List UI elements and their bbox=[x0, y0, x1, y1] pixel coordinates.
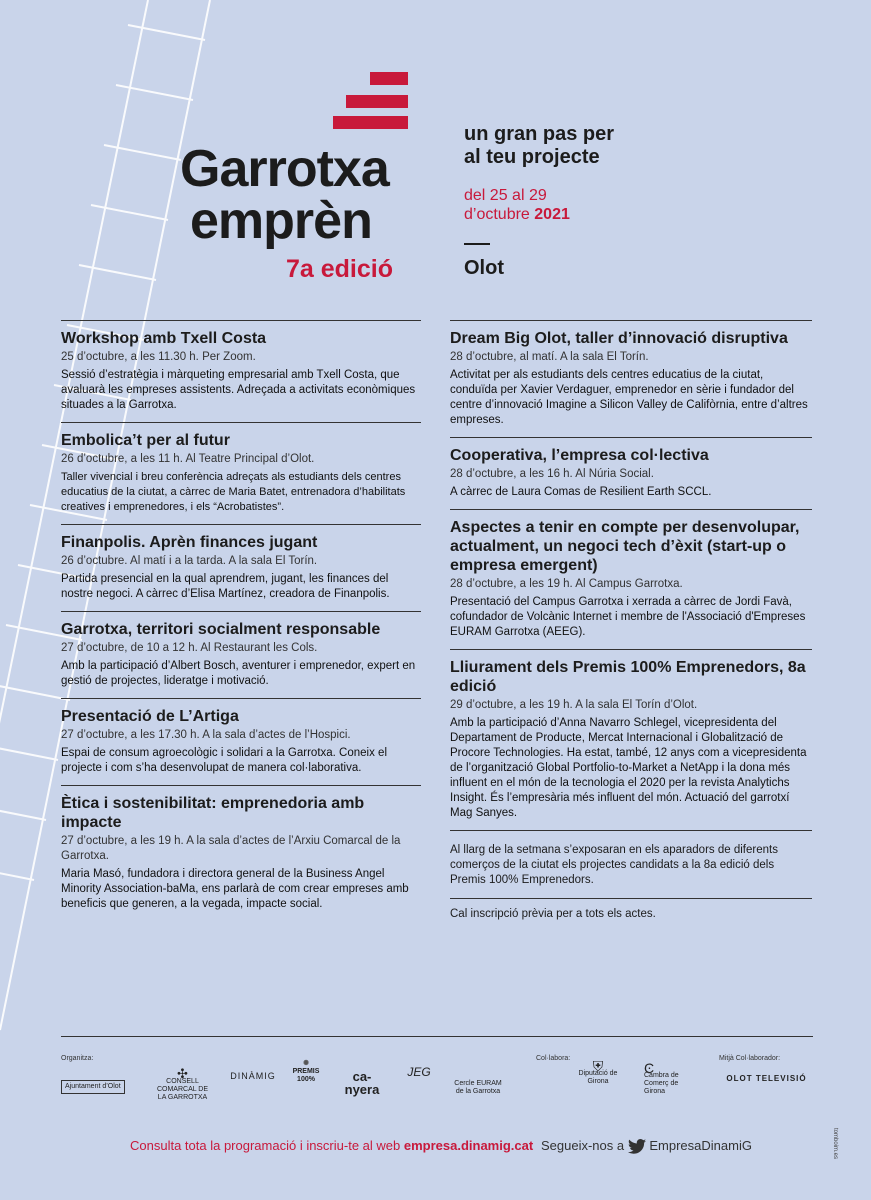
exhibition-note: Al llarg de la setmana s’exposaran en els aparadors de diferents comerços de la ciutat els projectes candidats a la 8a edició dels Premis 100% Emprenedors. bbox=[450, 830, 812, 898]
event-title: Lliurament dels Premis 100% Emprenedors, 8a edició bbox=[450, 659, 806, 695]
event-desc: Amb la participació d’Anna Navarro Schlegel, vicepresidenta del Departament de Producte, Mercat Internacional i Globalització de Procore Technologies. Ha estat, també, 12 anys com a vicepresidenta de l’organització Global Portfolio-to-Market a NetApp i la dona més influent en el món de la tecnologia el 2020 per la revista Analytichs Insight. És l’empresària més influent del món. Actuació del garrotxí Mag Sanyes. bbox=[450, 717, 807, 819]
edition-label: 7a edició bbox=[286, 255, 393, 283]
event-when: 28 d’octubre, al matí. A la sala El Torín. bbox=[450, 351, 649, 363]
sponsor-diputacio-logo bbox=[568, 1058, 628, 1086]
twitter-bird-icon bbox=[628, 1139, 646, 1154]
tagline-line-1: un gran pas per bbox=[464, 123, 615, 145]
event-desc: Espai de consum agroecològic i solidari a la Garrotxa. Coneix el projecte i com s’ha desenvolupat de manera col·laborativa. bbox=[61, 747, 387, 774]
event-dates bbox=[464, 186, 570, 224]
follow-text: Segueix-nos a bbox=[541, 1138, 625, 1153]
right-event-column bbox=[450, 320, 812, 922]
event-title: Dream Big Olot, taller d’innovació disruptiva bbox=[450, 330, 788, 347]
sponsor-dinamig-logo: DINÀMIG bbox=[230, 1071, 276, 1081]
sponsor-diputacio-text: Diputació de Girona bbox=[578, 1070, 618, 1085]
event-item bbox=[61, 422, 421, 524]
event-desc: A càrrec de Laura Comas de Resilient Earth SCCL. bbox=[450, 486, 712, 498]
dates-year: 2021 bbox=[534, 206, 570, 223]
event-item bbox=[61, 698, 421, 785]
sponsor-consell-logo bbox=[155, 1066, 210, 1102]
left-event-column bbox=[61, 320, 421, 921]
sponsor-olot-tv-logo: OLOT TELEVISIÓ bbox=[726, 1074, 807, 1083]
event-item bbox=[61, 524, 421, 611]
mitja-label: Mitjà Col·laborador: bbox=[719, 1055, 781, 1062]
event-desc: Taller vivencial i breu conferència adreçats als estudiants dels centres educatius de la ciutat, a càrrec de Maria Batet, entrenadora d’habilitats creatives i emprenedores, i els “Acrobatistes”. bbox=[61, 471, 406, 513]
sponsor-canyera-logo: ca-nyera bbox=[344, 1069, 380, 1097]
website-link[interactable]: empresa.dinamig.cat bbox=[403, 1138, 534, 1153]
tagline bbox=[464, 123, 614, 169]
event-item bbox=[450, 649, 812, 830]
diputacio-shield-icon: ⛨ bbox=[592, 1058, 604, 1074]
footer-consulta bbox=[130, 1138, 533, 1153]
event-title: Garrotxa, territori socialment responsable bbox=[61, 621, 381, 638]
footer-follow bbox=[541, 1138, 752, 1154]
event-item bbox=[450, 437, 812, 509]
event-when: 25 d’octubre, a les 11.30 h. Per Zoom. bbox=[61, 351, 256, 363]
event-desc: Partida presencial en la qual aprendrem, jugant, les finances del nostre negoci. A càrrec d’Elisa Martínez, creadora de Finanpolis. bbox=[61, 573, 390, 600]
sponsor-cambra-logo bbox=[644, 1060, 694, 1096]
cambra-c-icon: Ͼ bbox=[644, 1060, 655, 1076]
event-title: Aspectes a tenir en compte per desenvolupar, actualment, un negoci tech d’èxit (start-up o empresa emergent) bbox=[450, 519, 800, 574]
dates-month: d’octubre bbox=[464, 206, 535, 223]
sponsor-euram-logo: Cercle EURAM de la Garrotxa bbox=[454, 1080, 502, 1095]
divider-dash bbox=[464, 243, 490, 245]
event-item bbox=[450, 509, 812, 649]
footer-divider bbox=[61, 1036, 813, 1037]
event-when: 26 d’octubre. Al matí i a la tarda. A la sala El Torín. bbox=[61, 555, 318, 567]
event-item bbox=[61, 320, 421, 422]
collabora-label: Col·labora: bbox=[536, 1055, 571, 1062]
event-when: 28 d’octubre, a les 16 h. Al Núria Social. bbox=[450, 468, 654, 480]
event-item bbox=[450, 320, 812, 437]
event-desc: Amb la participació d’Albert Bosch, aventurer i emprenedor, expert en gestió de projectes, lideratge i motivació. bbox=[61, 660, 416, 687]
sponsor-cambra-text: Cambra de Comerç de Girona bbox=[644, 1072, 679, 1095]
dates-line-1: del 25 al 29 bbox=[464, 187, 547, 204]
event-title: Ètica i sostenibilitat: emprenedoria amb impacte bbox=[61, 795, 365, 831]
event-title: Finanpolis. Aprèn finances jugant bbox=[61, 534, 318, 551]
brand-line-1: Garrotxa bbox=[180, 140, 389, 198]
sponsor-premis-text: PREMIS 100% bbox=[292, 1068, 320, 1083]
credit-text: tomboim.es bbox=[832, 1128, 838, 1160]
brand-title bbox=[180, 140, 389, 250]
consell-emblem-icon: ✣ bbox=[177, 1066, 188, 1081]
event-item bbox=[61, 611, 421, 698]
event-when: 27 d’octubre, de 10 a 12 h. Al Restaurant les Cols. bbox=[61, 642, 318, 654]
event-when: 27 d’octubre, a les 19 h. A la sala d’actes de l’Arxiu Comarcal de la Garrotxa. bbox=[61, 835, 401, 862]
event-title: Embolica’t per al futur bbox=[61, 432, 230, 449]
event-item bbox=[61, 785, 421, 921]
event-desc: Sessió d’estratègia i màrqueting empresarial amb Txell Costa, que avaluarà les empreses assistents. Adreçada a activitats econòmiques situades a la Garrotxa. bbox=[61, 369, 416, 411]
event-when: 28 d’octubre, a les 19 h. Al Campus Garrotxa. bbox=[450, 578, 683, 590]
sponsor-ajuntament-logo: Ajuntament d’Olot bbox=[61, 1080, 125, 1094]
event-when: 29 d’octubre, a les 19 h. A la sala El Torín d’Olot. bbox=[450, 699, 698, 711]
footer-consulta-text: Consulta tota la programació i inscriu-te al web bbox=[130, 1138, 404, 1153]
sponsor-premis-logo bbox=[289, 1060, 323, 1084]
organitza-label: Organitza: bbox=[61, 1055, 94, 1062]
event-desc: Maria Masó, fundadora i directora general de la Business Angel Minority Association-baMa, ens parlarà de com crear empreses amb beneficis que generen, a la vegada, impacte social. bbox=[61, 868, 409, 910]
city-label: Olot bbox=[464, 257, 504, 279]
event-title: Presentació de L’Artiga bbox=[61, 708, 239, 725]
event-when: 27 d’octubre, a les 17.30 h. A la sala d’actes de l’Hospici. bbox=[61, 729, 351, 741]
premis-sun-icon: ✺ bbox=[303, 1060, 309, 1067]
sponsor-consell-text: CONSELL COMARCAL DE LA GARROTXA bbox=[156, 1078, 209, 1101]
event-desc: Presentació del Campus Garrotxa i xerrada a càrrec de Jordi Favà, cofundador de Volcànic Internet i membre de l'Associació d'Empreses EURAM Garrotxa (AEEG). bbox=[450, 596, 806, 638]
event-desc: Activitat per als estudiants dels centres educatius de la ciutat, conduïda per Xavier Verdaguer, emprenedor en sèrie i fundador del centre d’innovació Imagine a Silicon Valley de Califòrnia, entre d’altres empreses. bbox=[450, 369, 808, 426]
inscription-note: Cal inscripció prèvia per a tots els actes. bbox=[450, 898, 812, 922]
twitter-handle-link[interactable]: EmpresaDinamiG bbox=[649, 1138, 752, 1153]
event-when: 26 d’octubre, a les 11 h. Al Teatre Principal d’Olot. bbox=[61, 453, 315, 465]
sponsor-jeg-logo: JEG bbox=[407, 1065, 431, 1079]
tagline-line-2: al teu projecte bbox=[464, 146, 600, 168]
event-title: Cooperativa, l’empresa col·lectiva bbox=[450, 447, 709, 464]
brand-line-2: emprèn bbox=[190, 192, 372, 250]
event-title: Workshop amb Txell Costa bbox=[61, 330, 267, 347]
